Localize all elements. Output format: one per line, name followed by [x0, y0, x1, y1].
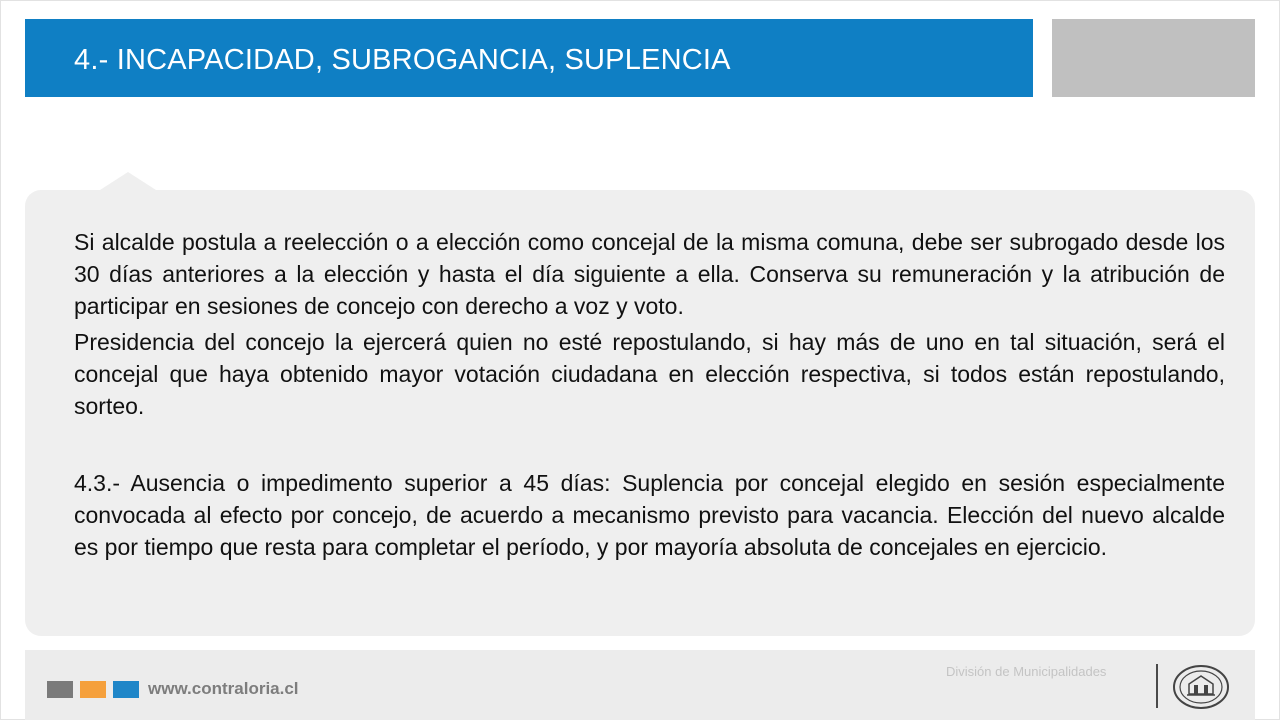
- slide-title: 4.- INCAPACIDAD, SUBROGANCIA, SUPLENCIA: [74, 44, 731, 76]
- contraloria-seal-icon: [1172, 664, 1230, 710]
- footer-square-blue: [113, 681, 139, 698]
- division-label: División de Municipalidades: [946, 664, 1107, 679]
- paragraph-absence: 4.3.- Ausencia o impedimento superior a 45 días: Suplencia por concejal elegido en sesión especialmente convocada al efecto por concejo, de acuerdo a mecanismo previsto para vacancia. Elección del nuevo alcalde es por tiempo que resta para completar el período, y por mayoría absoluta de concejales en ejercicio.: [74, 470, 1225, 560]
- header-gray-block: [1052, 19, 1255, 97]
- footer-square-orange: [80, 681, 106, 698]
- paragraph-reelection: Si alcalde postula a reelección o a elección como concejal de la misma comuna, debe ser subrogado desde los 30 días anteriores a la elección y hasta el día siguiente a ella. Conserva su remuneración y la atribución de participar en sesiones de concejo con derecho a voz y voto.: [74, 229, 1225, 319]
- paragraph-presidency: Presidencia del concejo la ejercerá quien no esté repostulando, si hay más de uno en tal situación, será el concejal que haya obtenido mayor votación ciudadana en elección respectiva, si todos están repostulando, sorteo.: [74, 329, 1225, 419]
- title-bar: [25, 19, 1033, 97]
- website-link[interactable]: www.contraloria.cl: [148, 679, 299, 698]
- footer-divider: [1156, 664, 1158, 708]
- content-box-notch: [100, 172, 156, 190]
- footer-square-gray: [47, 681, 73, 698]
